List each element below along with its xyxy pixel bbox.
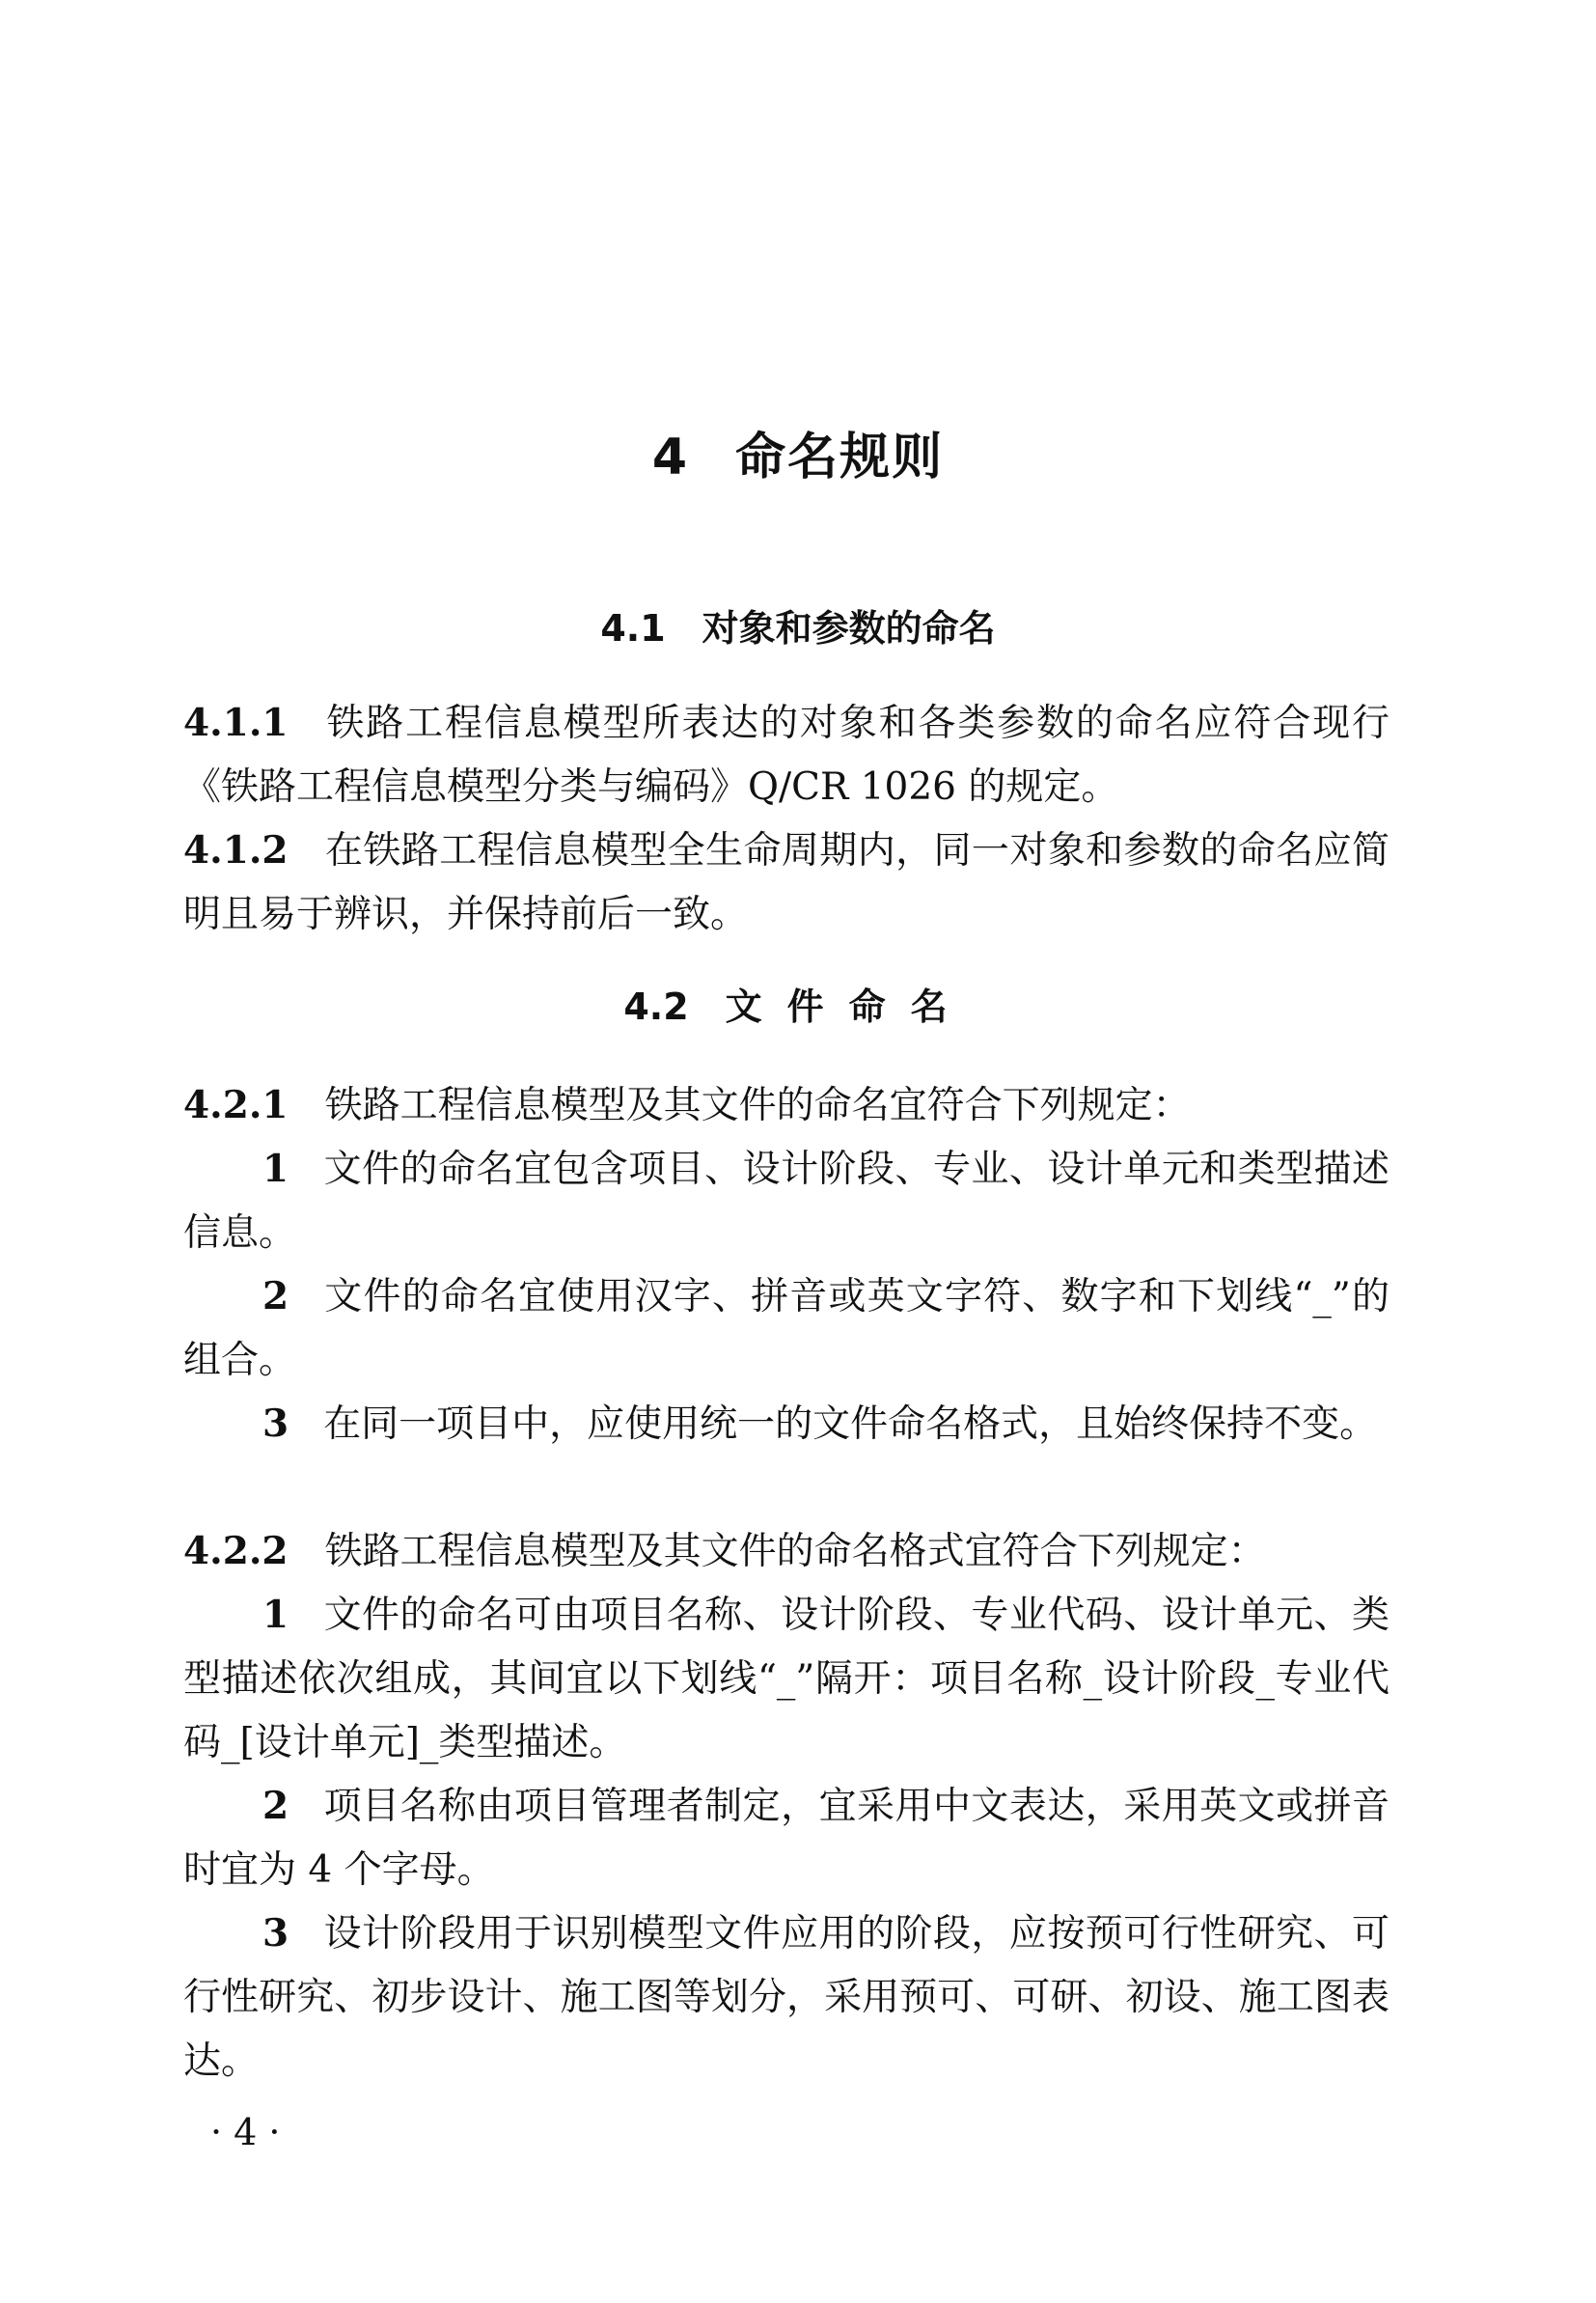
section-title-4-1 [0, 607, 1596, 650]
clause-number: 4.1.1 [183, 701, 289, 745]
clause-number: 4.1.2 [183, 828, 289, 873]
clause-4-2-2 [183, 1519, 1390, 1584]
item-text: 文件的命名可由项目名称、设计阶段、专业代码、设计单元、类型描述依次组成，其间宜以下划线“_”隔开：项目名称_设计阶段_专业代码_[设计单元]_类型描述。 [183, 1594, 1390, 1764]
clause-4-2-2-item-2 [183, 1774, 1390, 1902]
item-text: 在同一项目中，应使用统一的文件命名格式，且始终保持不变。 [323, 1402, 1378, 1446]
clause-4-1-1 [183, 691, 1390, 819]
item-number: 1 [262, 1147, 289, 1191]
item-text: 项目名称由项目管理者制定，宜采用中文表达，采用英文或拼音时宜为 4 个字母。 [183, 1785, 1390, 1892]
clause-number: 4.2.2 [183, 1529, 289, 1573]
item-number: 1 [262, 1593, 289, 1637]
section-title-4-2 [0, 985, 1596, 1028]
clause-text: 铁路工程信息模型所表达的对象和各类参数的命名应符合现行《铁路工程信息模型分类与编码》Q/CR 1026 的规定。 [183, 702, 1390, 809]
item-text: 文件的命名宜使用汉字、拼音或英文字符、数字和下划线“_”的组合。 [183, 1275, 1390, 1382]
clause-number: 4.2.1 [183, 1083, 289, 1127]
chapter-title [0, 429, 1596, 486]
chapter-title-text: 命名规则 [735, 429, 945, 486]
section-title-text: 文件命名 [725, 985, 973, 1028]
page-number: · 4 · [210, 2111, 281, 2153]
item-number: 2 [262, 1274, 289, 1318]
clause-4-2-1 [183, 1073, 1390, 1138]
item-number: 3 [262, 1911, 289, 1956]
item-number: 3 [262, 1401, 289, 1446]
clause-text: 铁路工程信息模型及其文件的命名宜符合下列规定： [324, 1084, 1191, 1127]
clause-4-2-1-item-1 [183, 1137, 1390, 1265]
clause-text: 在铁路工程信息模型全生命周期内，同一对象和参数的命名应简明且易于辨识，并保持前后一致。 [183, 829, 1390, 936]
item-text: 设计阶段用于识别模型文件应用的阶段，应按预可行性研究、可行性研究、初步设计、施工图等划分，采用预可、可研、初设、施工图表达。 [183, 1912, 1390, 2083]
clause-4-1-2 [183, 819, 1390, 947]
section-title-text: 对象和参数的命名 [702, 607, 996, 650]
item-text: 文件的命名宜包含项目、设计阶段、专业、设计单元和类型描述信息。 [183, 1148, 1390, 1255]
clause-4-2-1-item-3 [183, 1392, 1390, 1457]
clause-4-2-2-item-1 [183, 1583, 1390, 1775]
section-number: 4.2 [623, 985, 689, 1028]
clause-4-2-2-item-3 [183, 1901, 1390, 2094]
chapter-number: 4 [651, 429, 690, 486]
item-number: 2 [262, 1784, 289, 1828]
section-number: 4.1 [600, 607, 666, 650]
clause-text: 铁路工程信息模型及其文件的命名格式宜符合下列规定： [324, 1530, 1266, 1573]
clause-4-2-1-item-2 [183, 1264, 1390, 1393]
